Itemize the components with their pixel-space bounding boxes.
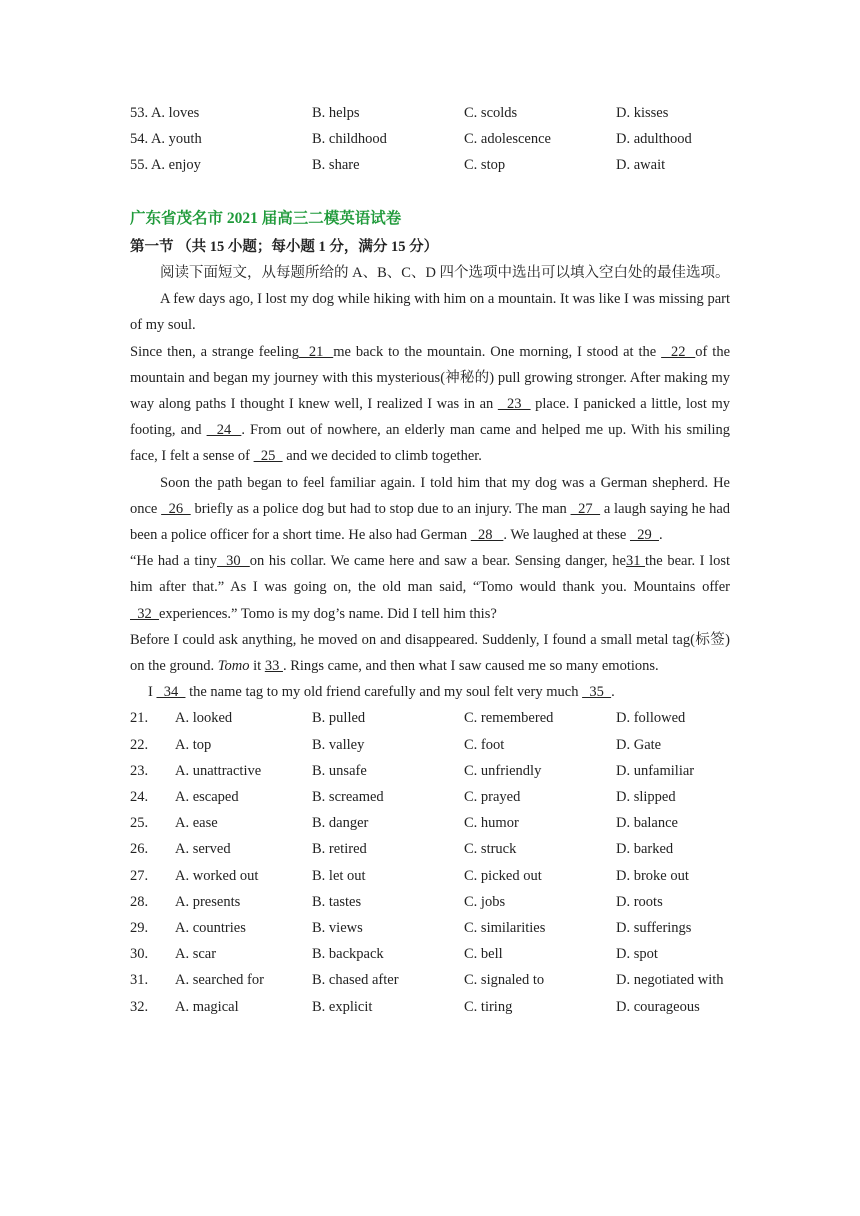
answer-row [130, 889, 730, 915]
option-c: C. stop [464, 157, 506, 173]
passage-paragraph-1: A few days ago, I lost my dog while hiking with him on a mountain. It was like I was missing part of my soul. [130, 291, 730, 334]
question-number: 27. [130, 867, 149, 884]
option-a: 55. A. enjoy [130, 157, 201, 173]
option-a: A. unattractive [175, 762, 262, 779]
blank-24: 24 [206, 422, 242, 439]
option-c: C. tiring [464, 998, 513, 1015]
option-b: B. views [312, 919, 363, 936]
blank-23: 23 [497, 396, 531, 413]
passage-text: . Rings came, and then what I saw caused me so many emotions. [282, 658, 659, 675]
dog-name: Tomo [217, 658, 250, 675]
option-d: D. kisses [616, 105, 669, 121]
option-b: B. childhood [312, 131, 387, 147]
passage-text: the bear. I lost him after that.” As I was going on, the old man said, “Tomo would thank you. Mountains offer [130, 553, 731, 596]
passage-text: Before I could ask anything, he moved on and disappeared. Suddenly, I found a small metal tag(标签) on the ground. [130, 631, 730, 675]
option-b: B. tastes [312, 893, 362, 910]
passage-text: Since then, a strange feeling [130, 343, 300, 360]
option-a: A. countries [175, 919, 246, 936]
passage-text: . From out of nowhere, an elderly man came and helped me up. With his smiling face, I felt a sense of [130, 422, 731, 465]
option-a: A. escaped [175, 789, 239, 806]
option-a: A. magical [175, 998, 239, 1015]
question-number: 30. [130, 946, 149, 963]
question-number: 22. [130, 736, 149, 753]
passage-text: a laugh saying he had been a police officer for a short time. He also had German [130, 500, 731, 544]
question-number: 26. [130, 841, 149, 858]
option-c: C. unfriendly [464, 762, 542, 779]
option-c: C. picked out [464, 867, 542, 884]
section-heading: 第一节 （共 15 小题；每小题 1 分，满分 15 分） [130, 239, 439, 255]
question-number: 28. [130, 893, 149, 910]
option-a: A. scar [175, 946, 217, 963]
option-b: B. explicit [312, 998, 373, 1015]
option-d: D. Gate [616, 736, 662, 753]
option-b: B. share [312, 157, 360, 173]
option-c: C. struck [464, 841, 517, 858]
option-d: D. adulthood [616, 131, 692, 147]
passage [130, 286, 730, 705]
passage-text: Soon the path began to feel familiar again. I told him that my dog was a German shepherd. He once [130, 474, 730, 517]
passage-text: of the mountain and began my journey with this mysterious(神秘的) pull growing stronger. After making my way along paths I thought I knew well, I realized I was in an [130, 343, 731, 413]
passage-paragraph-3 [130, 470, 730, 549]
option-a: A. top [175, 736, 212, 753]
passage-text: I [148, 684, 157, 701]
answer-row [130, 705, 730, 731]
answer-row [130, 967, 730, 993]
blank-28: 28 [470, 527, 504, 544]
top-question-list [130, 100, 730, 178]
option-a: A. ease [175, 815, 218, 832]
question-number: 24. [130, 789, 149, 806]
option-d: D. broke out [616, 867, 689, 884]
option-a: A. worked out [175, 867, 259, 884]
option-b: B. screamed [312, 789, 384, 806]
passage-text: . [611, 684, 615, 701]
blank-35: 35 [582, 684, 612, 701]
answer-row [130, 941, 730, 967]
passage-text: and we decided to climb together. [282, 448, 482, 465]
answer-row [130, 784, 730, 810]
answer-row [130, 994, 730, 1020]
question-row [130, 100, 730, 126]
option-b: B. let out [312, 867, 366, 884]
blank-27: 27 [570, 500, 601, 517]
option-c: C. remembered [464, 710, 554, 727]
option-a: A. served [175, 841, 231, 858]
option-d: D. unfamiliar [616, 762, 695, 779]
question-row [130, 126, 730, 152]
option-b: B. valley [312, 736, 365, 753]
passage-text: me back to the mountain. One morning, I stood at the [333, 343, 662, 360]
option-b: B. pulled [312, 710, 366, 727]
option-c: C. signaled to [464, 972, 545, 989]
answer-row [130, 836, 730, 862]
option-c: C. bell [464, 946, 503, 963]
option-d: D. negotiated with [616, 972, 724, 989]
question-number: 31. [130, 972, 149, 989]
blank-32: 32 [130, 605, 159, 622]
blank-26: 26 [161, 500, 191, 517]
answer-options-list [130, 705, 730, 1019]
option-a: A. searched for [175, 972, 264, 989]
question-row [130, 152, 730, 178]
option-d: D. slipped [616, 789, 676, 806]
option-c: C. scolds [464, 105, 518, 121]
question-number: 29. [130, 919, 149, 936]
question-number: 23. [130, 762, 149, 779]
option-b: B. unsafe [312, 762, 367, 779]
passage-text: it [249, 658, 265, 675]
option-c: C. prayed [464, 789, 521, 806]
option-d: D. spot [616, 946, 658, 963]
passage-text: the name tag to my old friend carefully and my soul felt very much [185, 684, 583, 701]
option-d: D. balance [616, 815, 678, 832]
blank-22: 22 [661, 343, 696, 360]
instructions: 阅读下面短文，从每题所给的 A、B、C、D 四个选项中选出可以填入空白处的最佳选项。 [160, 265, 730, 281]
passage-text: . We laughed at these [503, 527, 630, 544]
passage-text: . [658, 527, 663, 544]
passage-text: “He had a tiny [130, 553, 217, 570]
passage-text: on his collar. We came here and saw a bear. Sensing danger, he [249, 553, 626, 570]
blank-34: 34 [156, 684, 186, 701]
answer-row [130, 863, 730, 889]
passage-text: experiences.” Tomo is my dog’s name. Did I tell him this? [159, 605, 497, 622]
answer-row [130, 732, 730, 758]
option-d: D. barked [616, 841, 674, 858]
option-b: B. chased after [312, 972, 399, 989]
blank-31: 31 [625, 553, 646, 570]
question-number: 32. [130, 998, 149, 1015]
exam-title: 广东省茂名市 2021 届高三二模英语试卷 [130, 210, 402, 227]
option-c: C. foot [464, 736, 505, 753]
option-b: B. backpack [312, 946, 384, 963]
option-c: C. jobs [464, 893, 506, 910]
passage-text: place. I panicked a little, lost my footing, and [130, 396, 731, 439]
option-c: C. humor [464, 815, 519, 832]
option-d: D. followed [616, 710, 686, 727]
option-b: B. retired [312, 841, 367, 858]
answer-row [130, 915, 730, 941]
blank-33: 33 [264, 658, 283, 675]
answer-row [130, 810, 730, 836]
passage-paragraph-4 [130, 548, 730, 627]
blank-29: 29 [629, 527, 659, 544]
option-a: 53. A. loves [130, 105, 200, 121]
question-number: 25. [130, 815, 149, 832]
blank-30: 30 [217, 553, 250, 570]
option-d: D. sufferings [616, 919, 692, 936]
option-d: D. await [616, 157, 666, 173]
passage-text: briefly as a police dog but had to stop due to an injury. The man [190, 500, 571, 517]
passage-paragraph-2 [130, 339, 730, 470]
passage-paragraph-6 [130, 679, 730, 705]
option-d: D. courageous [616, 998, 700, 1015]
option-c: C. similarities [464, 919, 546, 936]
passage-paragraph-5 [130, 627, 730, 679]
blank-21: 21 [299, 343, 334, 360]
option-a: 54. A. youth [130, 131, 202, 147]
answer-row [130, 758, 730, 784]
option-c: C. adolescence [464, 131, 551, 147]
option-d: D. roots [616, 893, 663, 910]
option-a: A. presents [175, 893, 241, 910]
option-b: B. danger [312, 815, 369, 832]
blank-25: 25 [253, 448, 283, 465]
document-page [130, 0, 730, 1020]
question-number: 21. [130, 710, 149, 727]
option-b: B. helps [312, 105, 360, 121]
option-a: A. looked [175, 710, 233, 727]
